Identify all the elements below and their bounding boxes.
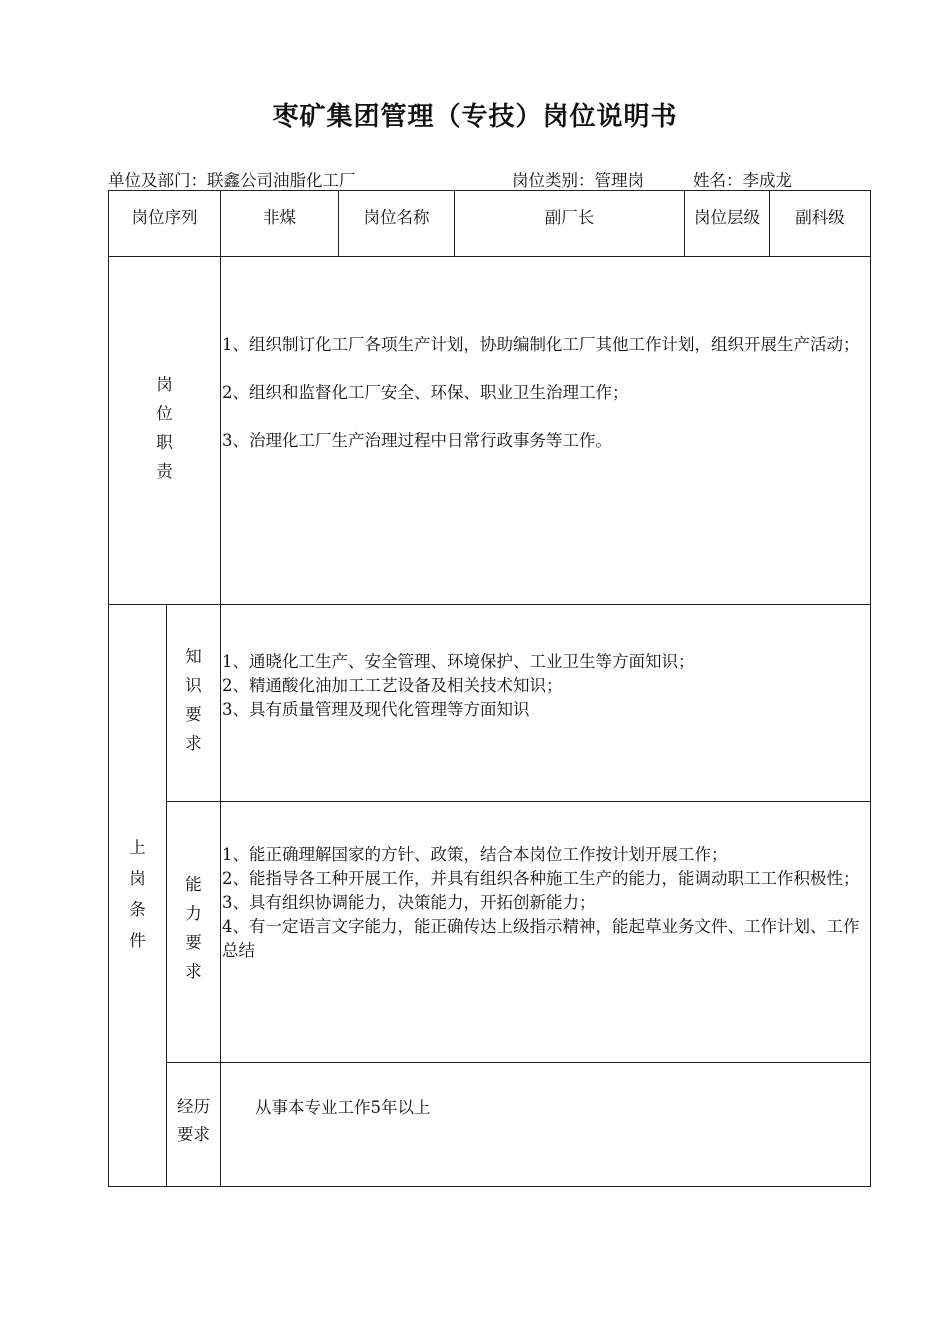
document-title: 枣矿集团管理（专技）岗位说明书 [272,102,678,132]
job-description-table [108,190,871,1187]
row-divider [109,604,870,605]
label-char: 求 [185,962,202,981]
label-char: 求 [185,734,202,753]
ability-item: 1、能正确理解国家的方针、政策，结合本岗位工作按计划开展工作； [222,845,728,864]
knowledge-label [167,642,220,758]
name-label: 姓名： [693,171,743,190]
row-divider [109,256,870,257]
level-value: 副科级 [795,208,845,227]
label-char: 知 [185,647,202,666]
label-line: 经历 [177,1097,210,1116]
duty-item: 1、组织制订化工厂各项生产计划，协助编制化工厂其他工作计划，组织开展生产活动； [222,335,860,354]
label-char: 识 [185,676,202,695]
unit-value: 联鑫公司油脂化工厂 [207,171,356,190]
unit-department [108,171,356,191]
label-char: 力 [185,904,202,923]
label-char: 岗 [129,869,146,888]
position-value: 副厂长 [544,208,595,227]
label-char: 要 [185,933,202,952]
ability-item: 3、具有组织协调能力，决策能力，开拓创新能力； [222,893,596,912]
level-label: 岗位层级 [694,208,760,227]
ability-content [222,843,868,963]
label-char: 能 [185,875,202,894]
sequence-value: 非煤 [263,208,296,227]
label-char: 职 [156,433,173,452]
label-char: 条 [129,900,146,919]
unit-label: 单位及部门： [108,171,207,190]
employee-name [693,171,792,191]
label-char: 上 [129,838,146,857]
row-divider [166,801,870,802]
ability-label [167,870,220,986]
label-char: 位 [156,404,173,423]
label-line: 要求 [177,1125,210,1144]
ability-item: 4、有一定语言文字能力，能正确传达上级指示精神，能起草业务文件、工作计划、工作总结 [222,917,860,960]
knowledge-item: 1、通晓化工生产、安全管理、环境保护、工业卫生等方面知识； [222,652,695,671]
duty-item: 3、治理化工厂生产治理过程中日常行政事务等工作。 [222,431,612,450]
requirements-label [109,832,166,956]
experience-value: 从事本专业工作5年以上 [255,1098,431,1117]
label-char: 件 [129,931,146,950]
ability-item: 2、能指导各工种开展工作，并具有组织各种施工生产的能力，能调动职工工作积极性； [222,869,860,888]
knowledge-content [222,650,868,722]
column-divider [220,191,221,1186]
category-label: 岗位类别： [512,171,595,190]
name-value: 李成龙 [742,171,792,190]
position-label: 岗位名称 [363,208,430,227]
knowledge-item: 3、具有质量管理及现代化管理等方面知识 [222,700,530,719]
label-char: 责 [156,462,173,481]
row-divider [166,1062,870,1063]
experience-label [167,1093,220,1149]
duty-item: 2、组织和监督化工厂安全、环保、职业卫生治理工作； [222,383,629,402]
sequence-label: 岗位序列 [131,208,198,227]
label-char: 岗 [156,375,173,394]
knowledge-item: 2、精通酸化油加工工艺设备及相关技术知识； [222,676,563,695]
duties-content [222,333,868,453]
position-category [512,171,644,191]
duties-label [109,370,220,486]
category-value: 管理岗 [594,171,644,190]
label-char: 要 [185,705,202,724]
